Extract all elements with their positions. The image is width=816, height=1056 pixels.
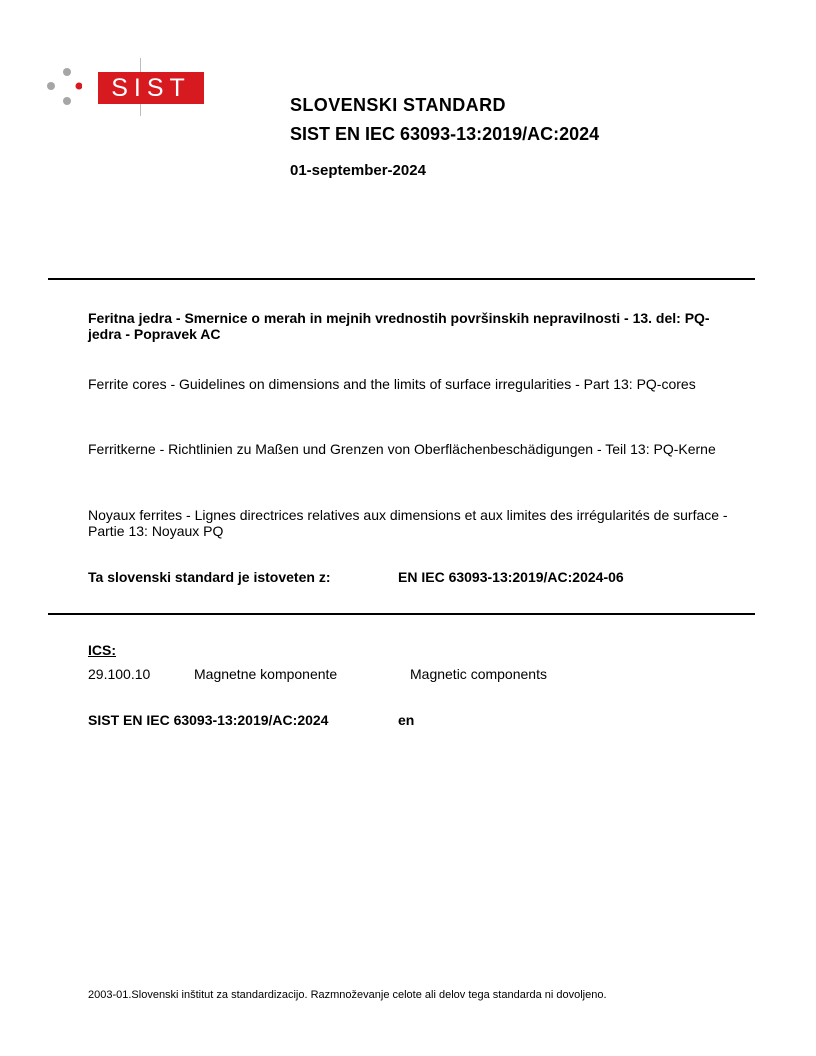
standard-language: en xyxy=(398,712,415,728)
ics-description-en: Magnetic components xyxy=(410,666,547,682)
identical-value: EN IEC 63093-13:2019/AC:2024-06 xyxy=(398,569,624,585)
ics-label: ICS: xyxy=(88,642,116,658)
ics-code: 29.100.10 xyxy=(88,666,151,682)
standard-code-title: SIST EN IEC 63093-13:2019/AC:2024 xyxy=(290,124,600,144)
title-german: Ferritkerne - Richtlinien zu Maßen und Grenzen von Oberflächenbeschädigungen - Teil 13: PQ-Kerne xyxy=(88,441,716,457)
title-english: Ferrite cores - Guidelines on dimensions and the limits of surface irregularities - Part 13: PQ-cores xyxy=(88,376,696,392)
top-divider xyxy=(48,278,755,280)
standard-type-title: SLOVENSKI STANDARD xyxy=(290,95,506,115)
bottom-divider xyxy=(48,613,755,615)
identical-label: Ta slovenski standard je istoveten z: xyxy=(88,569,331,585)
publication-date: 01-september-2024 xyxy=(290,162,426,179)
copyright-footer: 2003-01.Slovenski inštitut za standardizacijo. Razmnoževanje celote ali delov tega standarda ni dovoljeno. xyxy=(88,989,607,1001)
title-french: Noyaux ferrites - Lignes directrices relatives aux dimensions et aux limites des irrégularités de surface - Partie 13: Noyaux PQ xyxy=(88,507,728,539)
standard-code: SIST EN IEC 63093-13:2019/AC:2024 xyxy=(88,712,329,728)
title-slovenian: Feritna jedra - Smernice o merah in mejnih vrednostih površinskih nepravilnosti - 13. del: PQ-jedra - Popravek AC xyxy=(88,310,710,342)
logo-dots-icon xyxy=(46,66,82,110)
sist-logo: SIST xyxy=(98,72,204,104)
ics-description-sl: Magnetne komponente xyxy=(194,666,338,682)
